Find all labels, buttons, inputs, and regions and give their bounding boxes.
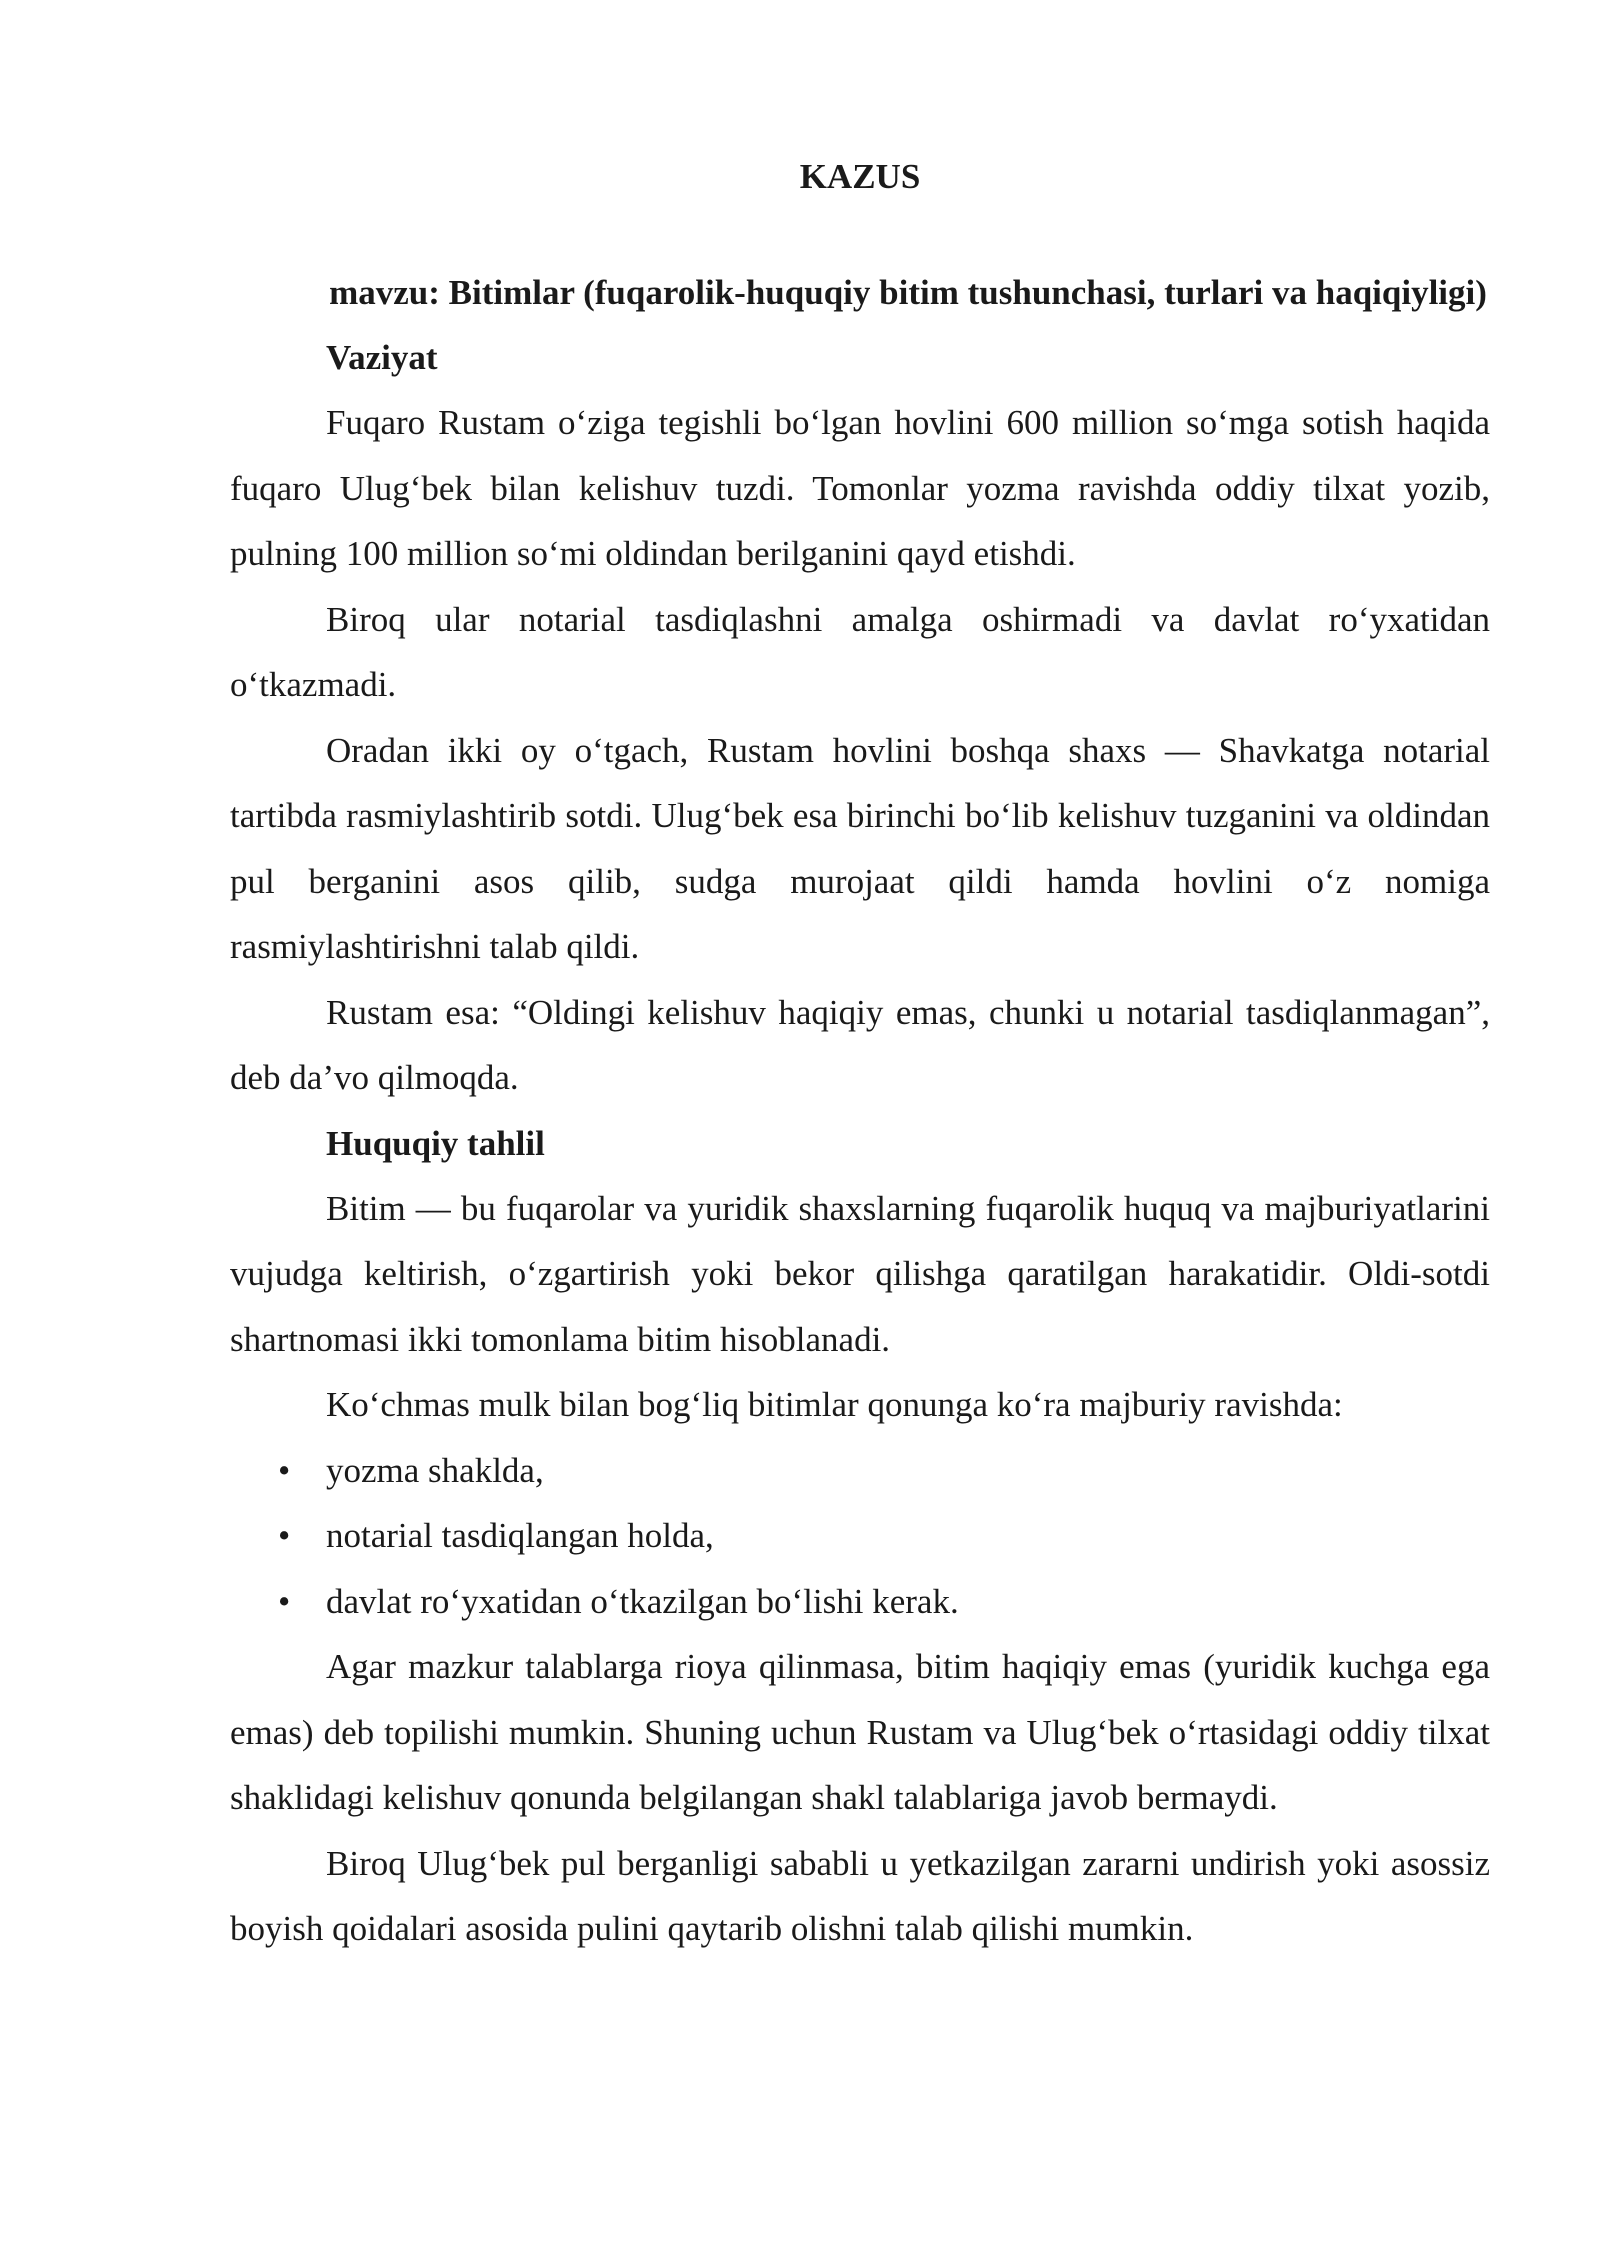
paragraph: Biroq ular notarial tasdiqlashni amalga oshirmadi va davlat ro‘yxatidan o‘tkazmadi. xyxy=(230,599,1490,704)
section-heading: Huquqiy tahlil xyxy=(326,1123,545,1163)
document-title: KAZUS xyxy=(799,157,921,196)
paragraph: Biroq Ulug‘bek pul berganligi sababli u yetkazilgan zararni undirish yoki asossiz boyish qoidalari asosida pulini qaytarib olishni talab qilishi mumkin. xyxy=(230,1843,1490,1948)
paragraph: Rustam esa: “Oldingi kelishuv haqiqiy emas, chunki u notarial tasdiqlanmagan”, deb da’vo qilmoqda. xyxy=(230,992,1490,1097)
document-subtitle: mavzu: Bitimlar (fuqarolik-huquqiy bitim tushunchasi, turlari va haqiqiyligi) xyxy=(329,273,1487,312)
paragraph: Agar mazkur talablarga rioya qilinmasa, bitim haqiqiy emas (yuridik kuchga ega emas) deb topilishi mumkin. Shuning uchun Rustam va Ulug‘bek o‘rtasidagi oddiy tilxat shaklidagi kelishuv qonunda belgilangan shakl talablariga javob bermaydi. xyxy=(230,1647,1490,1817)
paragraph: Oradan ikki oy o‘tgach, Rustam hovlini boshqa shaxs — Shavkatga notarial tartibda rasmiylashtirib sotdi. Ulug‘bek esa birinchi bo‘lib kelishuv tuzganini va oldindan pul berganini asos qilib, sudga murojaat qildi hamda hovlini o‘z nomiga rasmiylashtirishni talab qildi. xyxy=(230,730,1490,966)
bullet-icon: • xyxy=(278,1516,291,1555)
list-item xyxy=(230,1503,1490,1569)
list-item xyxy=(230,1438,1490,1504)
document-page xyxy=(230,148,1490,1962)
list-item xyxy=(230,1569,1490,1635)
bullet-icon: • xyxy=(278,1581,291,1621)
bullet-icon: • xyxy=(278,1450,291,1490)
paragraph: Bitim — bu fuqarolar va yuridik shaxslarning fuqarolik huquq va majburiyatlarini vujudga keltirish, o‘zgartirish yoki bekor qilishga qaratilgan harakatidir. Oldi-sotdi shartnomasi ikki tomonlama bitim hisoblanadi. xyxy=(230,1188,1490,1359)
paragraph: Fuqaro Rustam o‘ziga tegishli bo‘lgan hovlini 600 million so‘mga sotish haqida fuqaro Ulug‘bek bilan kelishuv tuzdi. Tomonlar yozma ravishda oddiy tilxat yozib, pulning 100 million so‘mi oldindan berilganini qayd etishdi. xyxy=(230,403,1490,573)
list-item-text: notarial tasdiqlangan holda, xyxy=(326,1516,714,1555)
section-huquqiy-tahlil xyxy=(230,1111,1490,1962)
paragraph: Ko‘chmas mulk bilan bog‘liq bitimlar qonunga ko‘ra majburiy ravishda: xyxy=(326,1385,1343,1424)
list-item-text: davlat ro‘yxatidan o‘tkazilgan bo‘lishi kerak. xyxy=(326,1581,959,1621)
list-item-text: yozma shaklda, xyxy=(326,1450,544,1490)
requirements-list xyxy=(230,1438,1490,1635)
section-vaziyat xyxy=(230,325,1490,1111)
section-heading: Vaziyat xyxy=(326,338,438,377)
